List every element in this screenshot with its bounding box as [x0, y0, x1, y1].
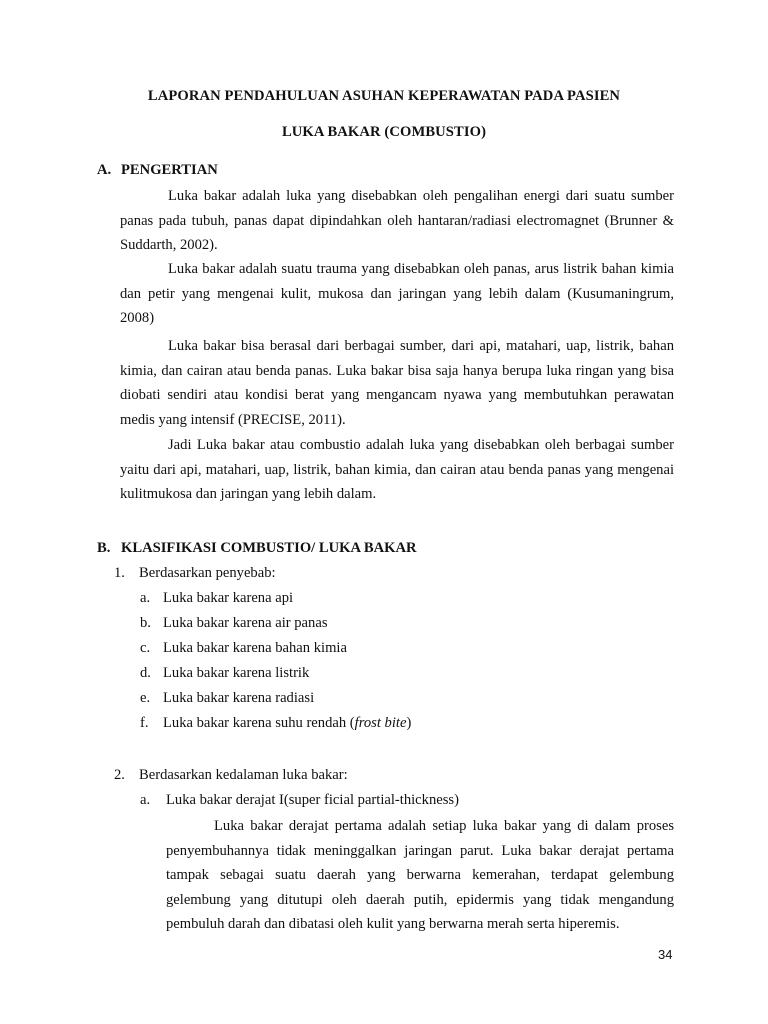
section-b-heading	[97, 540, 417, 557]
sub-item-text: Luka bakar karena api	[163, 590, 294, 606]
sub-item-text: Luka bakar derajat I(super ficial partial-thickness)	[166, 792, 459, 808]
list-item-number: 2.	[114, 767, 125, 783]
list-item-label: Berdasarkan penyebab:	[139, 565, 276, 581]
sub-item-text: Luka bakar karena listrik	[163, 665, 310, 681]
sub-item-text: Luka bakar karena radiasi	[163, 690, 315, 706]
sub-item-letter: e.	[140, 690, 151, 706]
section-a-paragraph: Luka bakar adalah luka yang disebabkan oleh pengalihan energi dari suatu sumber panas pada tubuh, panas dapat dipindahkan oleh hantaran/radiasi electromagnet (Brunner & Suddarth, 2002).	[120, 188, 674, 253]
section-a-heading	[97, 162, 218, 179]
sub-item-letter: d.	[140, 665, 151, 681]
sub-item-letter: a.	[140, 792, 151, 808]
document-title-line2: LUKA BAKAR (COMBUSTIO)	[281, 124, 487, 140]
section-a-number: A.	[97, 162, 112, 178]
section-b-title: KLASIFIKASI COMBUSTIO/ LUKA BAKAR	[121, 540, 417, 556]
list-item-label: Berdasarkan kedalaman luka bakar:	[139, 767, 348, 783]
section-a-paragraph: Luka bakar adalah suatu trauma yang disebabkan oleh panas, arus listrik bahan kimia dan petir yang mengenai kulit, mukosa dan jaringan yang lebih dalam (Kusumaningrum, 2008)	[120, 261, 674, 326]
section-a-paragraph: Luka bakar bisa berasal dari berbagai sumber, dari api, matahari, uap, listrik, bahan kimia, dan cairan atau benda panas. Luka bakar bisa saja hanya berupa luka ringan yang bisa diobati sendiri atau kondisi berat yang mengancam nyawa yang membutuhkan perawatan medis yang intensif (PRECISE, 2011).	[120, 338, 674, 428]
sub-item-text: Luka bakar karena air panas	[163, 615, 328, 631]
sub-item-text-frost-bite: Luka bakar karena suhu rendah (frost bite)	[163, 715, 412, 731]
section-b-number: B.	[97, 540, 111, 556]
italic-term: frost bite	[354, 715, 407, 731]
list-item-number: 1.	[114, 565, 125, 581]
sub-item-letter: c.	[140, 640, 151, 656]
sub-item-letter: a.	[140, 590, 151, 606]
sub-item-text: Luka bakar karena bahan kimia	[163, 640, 347, 656]
section-a-title: PENGERTIAN	[121, 162, 218, 178]
section-a-paragraph: Jadi Luka bakar atau combustio adalah luka yang disebabkan oleh berbagai sumber yaitu dari api, matahari, uap, listrik, bahan kimia, dan cairan atau benda panas yang mengenai kulitmukosa dan jaringan yang lebih dalam.	[120, 437, 674, 502]
sub-item-paragraph: Luka bakar derajat pertama adalah setiap luka bakar yang di dalam proses penyembuhannya tidak meninggalkan jaringan parut. Luka bakar derajat pertama tampak sebagai suatu daerah yang berwarna kemerahan, terdapat gelembung gelembung yang ditutupi oleh daerah putih, epidermis yang tidak mengandung pembuluh darah dan dibatasi oleh kulit yang berwarna merah serta hiperemis.	[166, 818, 674, 932]
document-title-line1: LAPORAN PENDAHULUAN ASUHAN KEPERAWATAN PADA PASIEN	[147, 88, 621, 104]
sub-item-letter: b.	[140, 615, 151, 631]
sub-item-letter: f.	[140, 715, 149, 731]
page-number: 34	[658, 947, 673, 962]
